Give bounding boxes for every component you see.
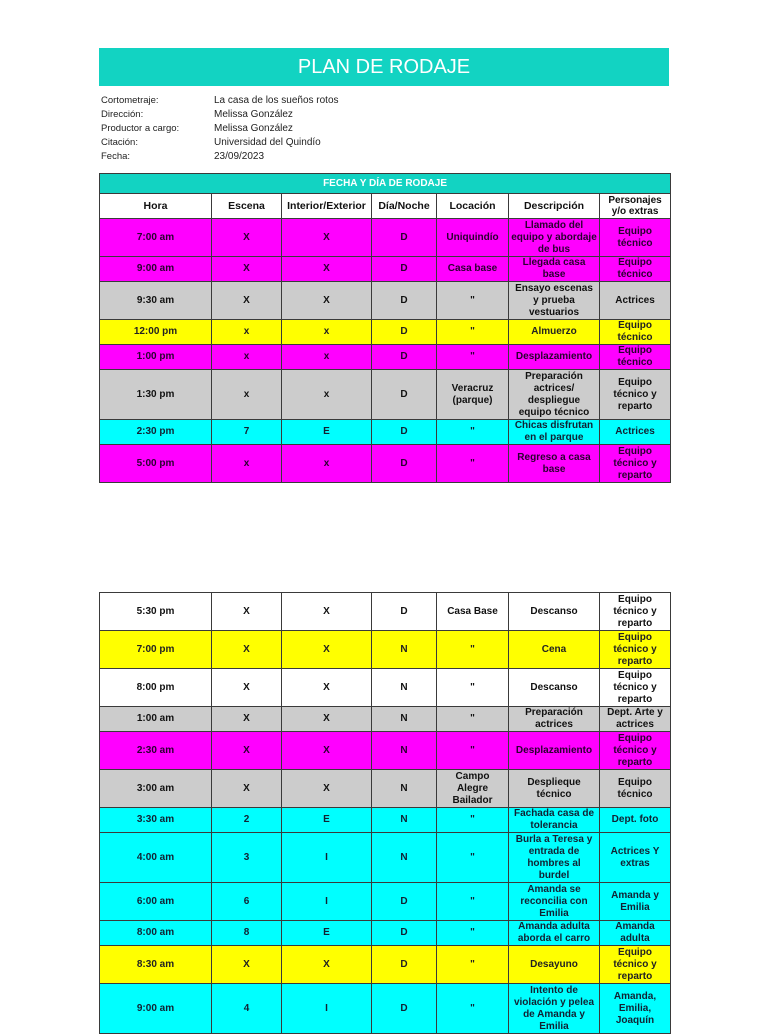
info-value: La casa de los sueños rotos [214, 94, 339, 106]
personajes-cell: Equipo técnico y reparto [600, 593, 671, 631]
table-row [100, 732, 671, 770]
descripcion-cell: Almuerzo [509, 320, 600, 345]
dia-noche-cell: D [372, 883, 437, 921]
descripcion-cell: Llegada casa base [509, 257, 600, 282]
dia-noche-cell: N [372, 669, 437, 707]
int-ext-cell: x [282, 320, 372, 345]
descripcion-cell: Desplieque técnico [509, 770, 600, 808]
personajes-cell: Equipo técnico y reparto [600, 732, 671, 770]
descripcion-cell: Burla a Teresa y entrada de hombres al burdel [509, 833, 600, 883]
info-row [101, 150, 501, 164]
dia-noche-cell: N [372, 808, 437, 833]
table-row [100, 770, 671, 808]
escena-cell: X [212, 257, 282, 282]
info-value: Universidad del Quindío [214, 137, 321, 149]
table-row [100, 420, 671, 445]
hora-cell: 6:00 am [100, 883, 212, 921]
table-band [100, 174, 671, 194]
int-ext-cell: X [282, 732, 372, 770]
locacion-cell: " [437, 420, 509, 445]
descripcion-cell: Descanso [509, 593, 600, 631]
info-value: Melissa González [214, 108, 293, 120]
escena-cell: x [212, 320, 282, 345]
dia-noche-cell: D [372, 219, 437, 257]
col-header-personajes: Personajes y/o extras [600, 194, 671, 219]
page-title: PLAN DE RODAJE [99, 48, 669, 86]
escena-cell: 6 [212, 883, 282, 921]
int-ext-cell: X [282, 257, 372, 282]
table-row [100, 445, 671, 483]
personajes-cell: Amanda adulta [600, 921, 671, 946]
dia-noche-cell: D [372, 921, 437, 946]
dia-noche-cell: D [372, 984, 437, 1034]
dia-noche-cell: D [372, 320, 437, 345]
info-row [101, 121, 501, 135]
table-row [100, 219, 671, 257]
escena-cell: X [212, 732, 282, 770]
hora-cell: 7:00 am [100, 219, 212, 257]
dia-noche-cell: D [372, 946, 437, 984]
int-ext-cell: X [282, 219, 372, 257]
dia-noche-cell: N [372, 770, 437, 808]
col-header-interior-exterior: Interior/Exterior [282, 194, 372, 219]
table-row [100, 669, 671, 707]
descripcion-cell: Desplazamiento [509, 345, 600, 370]
locacion-cell: Veracruz (parque) [437, 370, 509, 420]
int-ext-cell: X [282, 707, 372, 732]
escena-cell: X [212, 219, 282, 257]
info-label: Productor a cargo: [101, 122, 180, 134]
locacion-cell: " [437, 707, 509, 732]
col-header-hora: Hora [100, 194, 212, 219]
personajes-cell: Dept. Arte y actrices [600, 707, 671, 732]
escena-cell: 3 [212, 833, 282, 883]
hora-cell: 3:00 am [100, 770, 212, 808]
int-ext-cell: I [282, 984, 372, 1034]
table-row [100, 984, 671, 1034]
escena-cell: X [212, 770, 282, 808]
dia-noche-cell: D [372, 593, 437, 631]
hora-cell: 2:30 pm [100, 420, 212, 445]
hora-cell: 8:00 am [100, 921, 212, 946]
descripcion-cell: Llamado del equipo y abordaje de bus [509, 219, 600, 257]
locacion-cell: Casa base [437, 257, 509, 282]
personajes-cell: Equipo técnico y reparto [600, 631, 671, 669]
hora-cell: 2:30 am [100, 732, 212, 770]
table-row [100, 282, 671, 320]
escena-cell: X [212, 946, 282, 984]
escena-cell: 7 [212, 420, 282, 445]
info-value: 23/09/2023 [214, 151, 265, 163]
table-row [100, 883, 671, 921]
locacion-cell: " [437, 445, 509, 483]
table-row [100, 593, 671, 631]
escena-cell: x [212, 370, 282, 420]
int-ext-cell: x [282, 445, 372, 483]
descripcion-cell: Amanda se reconcilia con Emilia [509, 883, 600, 921]
locacion-cell: " [437, 631, 509, 669]
table-row [100, 946, 671, 984]
locacion-cell: " [437, 921, 509, 946]
col-header-escena: Escena [212, 194, 282, 219]
table-row [100, 345, 671, 370]
personajes-cell: Equipo técnico [600, 345, 671, 370]
personajes-cell: Dept. foto [600, 808, 671, 833]
descripcion-cell: Preparación actrices/ despliegue equipo técnico [509, 370, 600, 420]
col-header-dia-noche: Día/Noche [372, 194, 437, 219]
int-ext-cell: I [282, 833, 372, 883]
dia-noche-cell: D [372, 282, 437, 320]
hora-cell: 8:30 am [100, 946, 212, 984]
int-ext-cell: E [282, 921, 372, 946]
locacion-cell: " [437, 282, 509, 320]
info-label: Citación: [101, 137, 138, 149]
dia-noche-cell: N [372, 833, 437, 883]
schedule-table-day [99, 173, 671, 483]
int-ext-cell: X [282, 770, 372, 808]
int-ext-cell: I [282, 883, 372, 921]
hora-cell: 7:00 pm [100, 631, 212, 669]
personajes-cell: Equipo técnico [600, 770, 671, 808]
int-ext-cell: E [282, 420, 372, 445]
descripcion-cell: Desplazamiento [509, 732, 600, 770]
escena-cell: 4 [212, 984, 282, 1034]
locacion-cell: " [437, 345, 509, 370]
personajes-cell: Amanda y Emilia [600, 883, 671, 921]
hora-cell: 5:30 pm [100, 593, 212, 631]
descripcion-cell: Intento de violación y pelea de Amanda y Emilia [509, 984, 600, 1034]
table-row [100, 707, 671, 732]
dia-noche-cell: D [372, 370, 437, 420]
locacion-cell: " [437, 833, 509, 883]
schedule-table-night [99, 592, 671, 1034]
int-ext-cell: X [282, 669, 372, 707]
locacion-cell: " [437, 732, 509, 770]
locacion-cell: " [437, 669, 509, 707]
personajes-cell: Equipo técnico [600, 219, 671, 257]
locacion-cell: Casa Base [437, 593, 509, 631]
hora-cell: 3:30 am [100, 808, 212, 833]
dia-noche-cell: D [372, 257, 437, 282]
personajes-cell: Equipo técnico [600, 320, 671, 345]
int-ext-cell: E [282, 808, 372, 833]
band-title: FECHA Y DÍA DE RODAJE [100, 174, 671, 194]
personajes-cell: Amanda, Emilia, Joaquín [600, 984, 671, 1034]
descripcion-cell: Fachada casa de tolerancia [509, 808, 600, 833]
production-info [101, 93, 501, 164]
info-label: Dirección: [101, 108, 144, 120]
locacion-cell: " [437, 984, 509, 1034]
col-header-locacion: Locación [437, 194, 509, 219]
table-row [100, 808, 671, 833]
hora-cell: 12:00 pm [100, 320, 212, 345]
int-ext-cell: X [282, 946, 372, 984]
escena-cell: x [212, 345, 282, 370]
descripcion-cell: Regreso a casa base [509, 445, 600, 483]
escena-cell: X [212, 631, 282, 669]
locacion-cell: " [437, 808, 509, 833]
int-ext-cell: x [282, 370, 372, 420]
escena-cell: 2 [212, 808, 282, 833]
locacion-cell: Campo Alegre Bailador [437, 770, 509, 808]
personajes-cell: Actrices Y extras [600, 833, 671, 883]
locacion-cell: Uniquindío [437, 219, 509, 257]
hora-cell: 5:00 pm [100, 445, 212, 483]
table-row [100, 320, 671, 345]
locacion-cell: " [437, 883, 509, 921]
escena-cell: X [212, 593, 282, 631]
escena-cell: x [212, 445, 282, 483]
personajes-cell: Equipo técnico [600, 257, 671, 282]
escena-cell: X [212, 707, 282, 732]
hora-cell: 1:00 am [100, 707, 212, 732]
table-row [100, 370, 671, 420]
int-ext-cell: X [282, 282, 372, 320]
col-header-descripcion: Descripción [509, 194, 600, 219]
hora-cell: 1:30 pm [100, 370, 212, 420]
personajes-cell: Equipo técnico y reparto [600, 445, 671, 483]
escena-cell: X [212, 669, 282, 707]
info-value: Melissa González [214, 122, 293, 134]
dia-noche-cell: D [372, 420, 437, 445]
locacion-cell: " [437, 320, 509, 345]
hora-cell: 8:00 pm [100, 669, 212, 707]
table-row [100, 921, 671, 946]
dia-noche-cell: D [372, 345, 437, 370]
dia-noche-cell: N [372, 631, 437, 669]
dia-noche-cell: N [372, 707, 437, 732]
personajes-cell: Equipo técnico y reparto [600, 370, 671, 420]
int-ext-cell: X [282, 631, 372, 669]
descripcion-cell: Descanso [509, 669, 600, 707]
table-row [100, 631, 671, 669]
personajes-cell: Equipo técnico y reparto [600, 669, 671, 707]
descripcion-cell: Cena [509, 631, 600, 669]
locacion-cell: " [437, 946, 509, 984]
info-label: Fecha: [101, 151, 131, 163]
personajes-cell: Actrices [600, 420, 671, 445]
personajes-cell: Actrices [600, 282, 671, 320]
info-row [101, 93, 501, 107]
dia-noche-cell: D [372, 445, 437, 483]
descripcion-cell: Preparación actrices [509, 707, 600, 732]
hora-cell: 4:00 am [100, 833, 212, 883]
escena-cell: 8 [212, 921, 282, 946]
descripcion-cell: Chicas disfrutan en el parque [509, 420, 600, 445]
int-ext-cell: x [282, 345, 372, 370]
escena-cell: X [212, 282, 282, 320]
personajes-cell: Equipo técnico y reparto [600, 946, 671, 984]
descripcion-cell: Amanda adulta aborda el carro [509, 921, 600, 946]
info-row [101, 107, 501, 121]
table-row [100, 257, 671, 282]
info-row [101, 136, 501, 150]
hora-cell: 9:00 am [100, 984, 212, 1034]
hora-cell: 9:00 am [100, 257, 212, 282]
descripcion-cell: Desayuno [509, 946, 600, 984]
table-header [100, 194, 671, 219]
info-label: Cortometraje: [101, 94, 159, 106]
hora-cell: 1:00 pm [100, 345, 212, 370]
descripcion-cell: Ensayo escenas y prueba vestuarios [509, 282, 600, 320]
hora-cell: 9:30 am [100, 282, 212, 320]
dia-noche-cell: N [372, 732, 437, 770]
table-row [100, 833, 671, 883]
int-ext-cell: X [282, 593, 372, 631]
